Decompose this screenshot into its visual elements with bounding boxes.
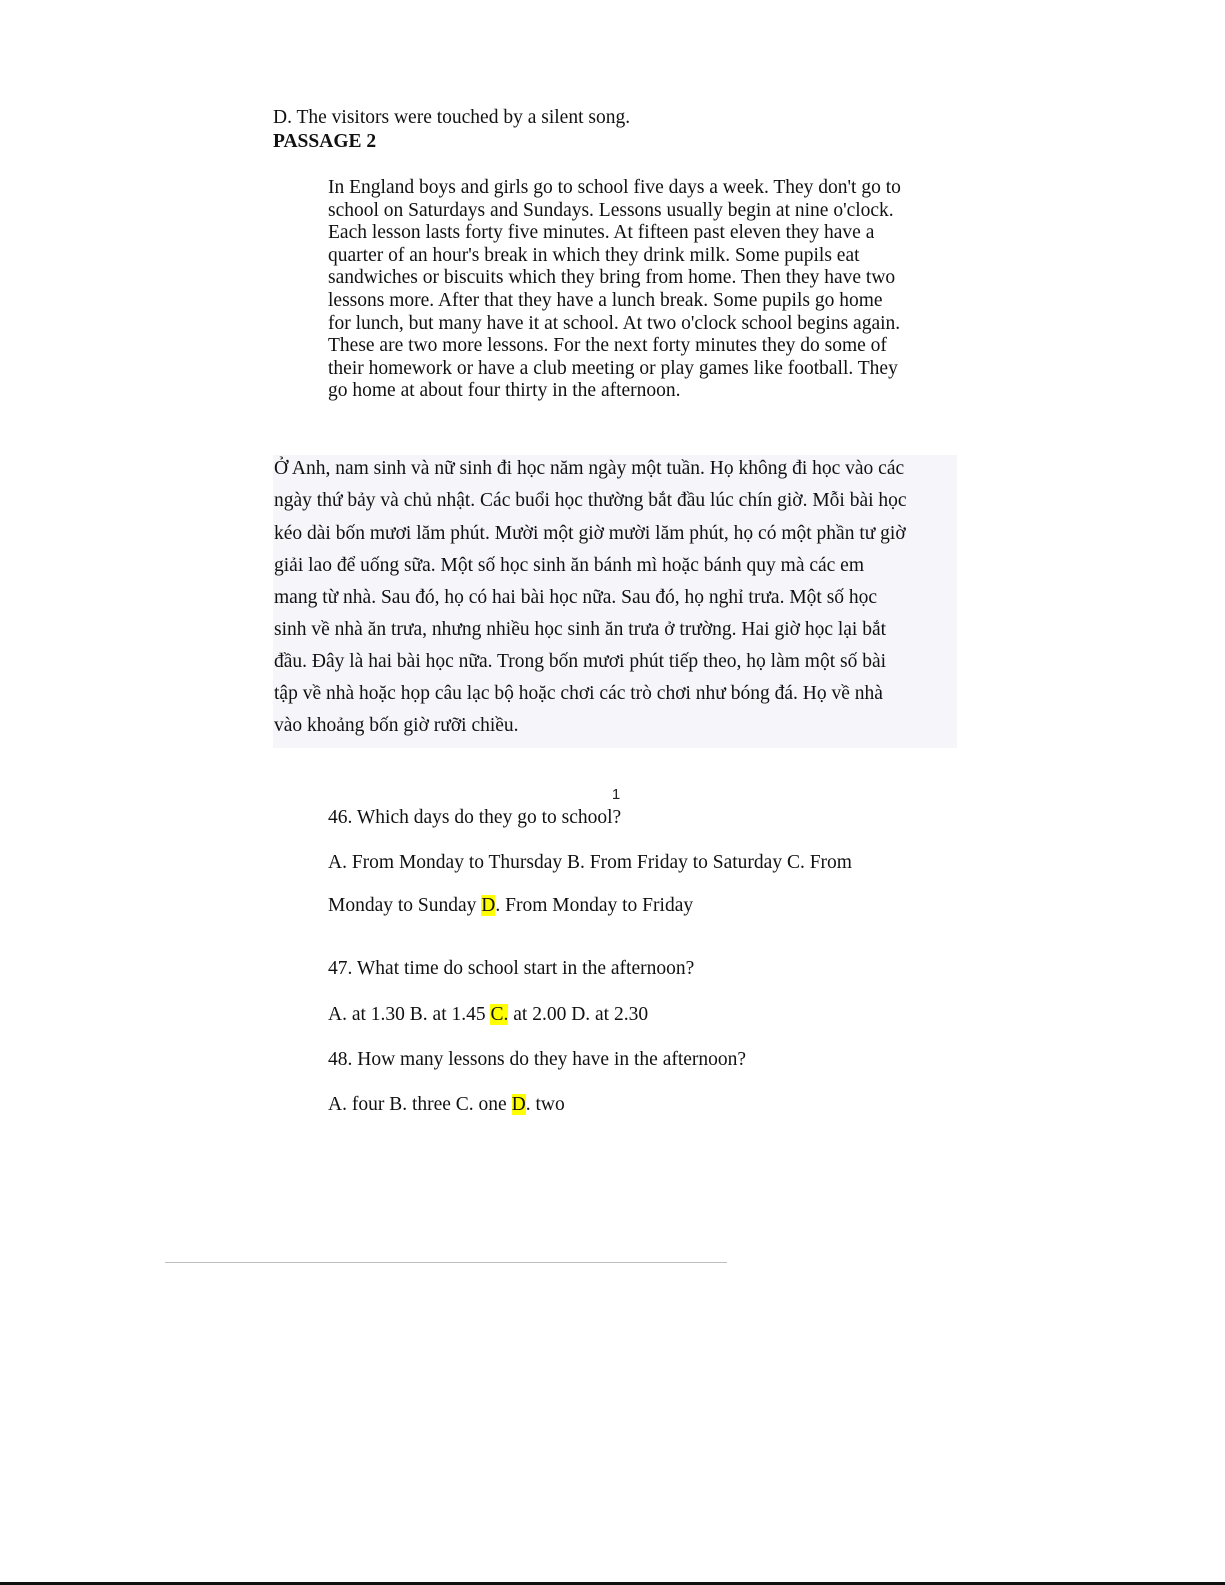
translation-line: mang từ nhà. Sau đó, họ có hai bài học nữa. Sau đó, họ nghỉ trưa. Một số học — [274, 587, 878, 608]
passage-line: their homework or have a club meeting or play games like football. They — [328, 357, 898, 379]
answer-highlight: D — [511, 1094, 526, 1115]
question-47-options — [328, 1003, 648, 1027]
option-text: A. at 1.30 B. at 1.45 — [328, 1004, 491, 1025]
page-number: 1 — [611, 786, 621, 803]
passage-line: quarter of an hour's break in which they drink milk. Some pupils eat — [328, 244, 860, 266]
passage-line: school on Saturdays and Sundays. Lessons usually begin at nine o'clock. — [328, 199, 894, 221]
vietnamese-translation — [273, 455, 957, 748]
english-passage — [328, 177, 968, 403]
question-48-stem: 48. How many lessons do they have in the afternoon? — [328, 1049, 747, 1070]
footnote-separator — [165, 1262, 727, 1263]
question-48-options — [328, 1093, 565, 1117]
question-46-options-cont — [328, 894, 693, 918]
option-text: . From Monday to Friday — [495, 895, 694, 916]
translation-line: giải lao để uống sữa. Một số học sinh ăn bánh mì hoặc bánh quy mà các em — [274, 555, 865, 576]
question-47-stem: 47. What time do school start in the afternoon? — [328, 958, 695, 979]
translation-line: đầu. Đây là hai bài học nữa. Trong bốn mươi phút tiếp theo, họ làm một số bài — [274, 651, 887, 672]
passage-line: In England boys and girls go to school five days a week. They don't go to — [328, 177, 901, 198]
translation-line: sinh về nhà ăn trưa, nhưng nhiều học sinh ăn trưa ở trường. Hai giờ học lại bắt — [274, 619, 887, 640]
translation-line: tập về nhà hoặc họp câu lạc bộ hoặc chơi các trò chơi như bóng đá. Họ về nhà — [274, 683, 883, 704]
answer-highlight: C. — [490, 1004, 509, 1025]
passage-line: go home at about four thirty in the afternoon. — [328, 380, 681, 402]
option-text: at 2.00 D. at 2.30 — [508, 1004, 649, 1025]
translation-line: Ở Anh, nam sinh và nữ sinh đi học năm ngày một tuần. Họ không đi học vào các — [274, 458, 905, 479]
translation-line: ngày thứ bảy và chủ nhật. Các buổi học thường bắt đầu lúc chín giờ. Mỗi bài học — [274, 490, 907, 511]
passage-line: sandwiches or biscuits which they bring from home. Then they have two — [328, 267, 896, 289]
passage-line: Each lesson lasts forty five minutes. At fifteen past eleven they have a — [328, 222, 875, 244]
passage-line: for lunch, but many have it at school. At two o'clock school begins again. — [328, 312, 901, 334]
option-text: A. four B. three C. one — [328, 1094, 512, 1115]
previous-option-d: D. The visitors were touched by a silent song. — [273, 107, 631, 128]
question-46-options: A. From Monday to Thursday B. From Friday to Saturday C. From — [328, 852, 852, 873]
answer-highlight: D — [481, 895, 496, 916]
translation-line: kéo dài bốn mươi lăm phút. Mười một giờ mười lăm phút, họ có một phần tư giờ — [274, 523, 906, 544]
question-46-stem: 46. Which days do they go to school? — [328, 807, 622, 828]
option-text: Monday to Sunday — [328, 895, 482, 916]
translation-line: vào khoảng bốn giờ rưỡi chiều. — [274, 715, 519, 736]
option-text: . two — [525, 1094, 565, 1115]
passage-title: PASSAGE 2 — [273, 131, 377, 152]
passage-line: lessons more. After that they have a lunch break. Some pupils go home — [328, 289, 883, 311]
passage-line: These are two more lessons. For the next forty minutes they do some of — [328, 335, 887, 357]
